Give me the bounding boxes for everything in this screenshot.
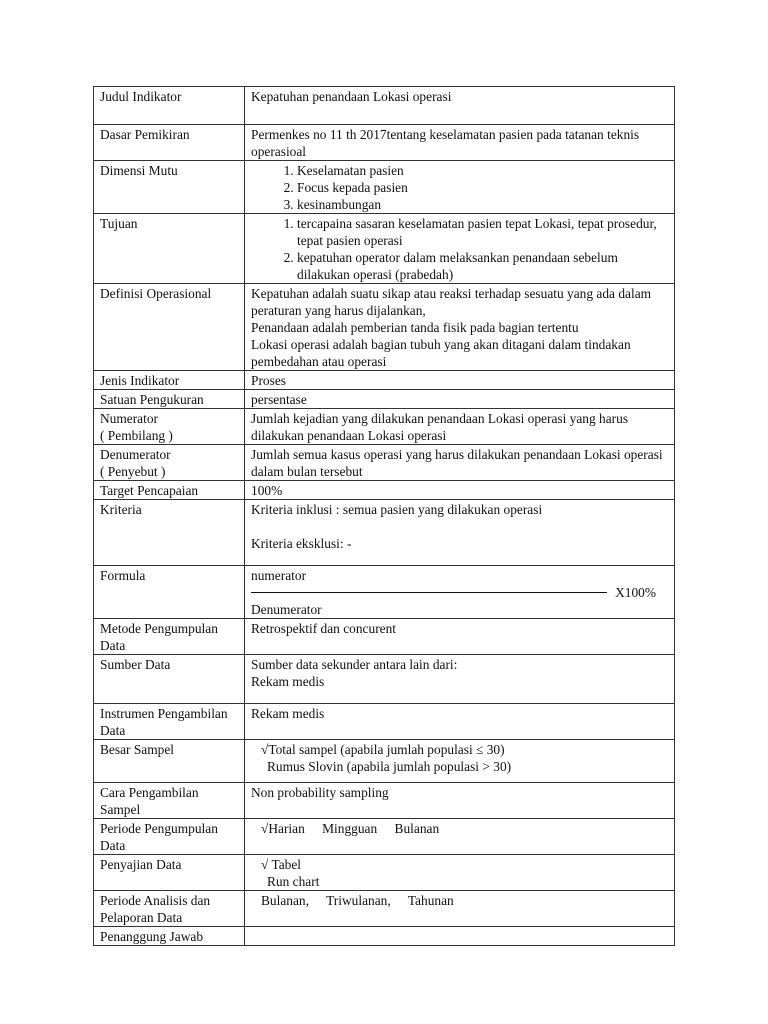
definisi-line: Lokasi operasi adalah bagian tubuh yang akan ditagani dalam tindakan pembedahan atau operasi xyxy=(251,337,631,369)
value-numerator: Jumlah kejadian yang dilakukan penandaan Lokasi operasi yang harus dilakukan penandaan Lokasi operasi xyxy=(245,409,675,445)
label-numerator xyxy=(94,409,245,445)
list-item: 1. Keselamatan pasien xyxy=(297,162,668,179)
label-judul: Judul Indikator xyxy=(94,87,245,125)
option-triwulanan: Triwulanan, xyxy=(326,893,391,908)
label-target: Target Pencapaian xyxy=(94,481,245,500)
definisi-line: Kepatuhan adalah suatu sikap atau reaksi terhadap sesuatu yang ada dalam peraturan yang harus dijalankan, xyxy=(251,286,652,318)
definisi-line: Penandaan adalah pemberian tanda fisik pada bagian tertentu xyxy=(251,320,579,335)
numerator-label-line: Numerator xyxy=(100,411,159,426)
row-sumber xyxy=(94,655,675,704)
penyajian-line: √ Tabel xyxy=(261,857,302,872)
denumerator-label-line: ( Penyebut ) xyxy=(100,464,166,479)
row-dasar xyxy=(94,125,675,161)
label-definisi: Definisi Operasional xyxy=(94,284,245,371)
value-kriteria xyxy=(245,500,675,566)
label-periode-pengumpulan: Periode Pengumpulan Data xyxy=(94,819,245,855)
value-satuan: persentase xyxy=(245,390,675,409)
sumber-line: Sumber data sekunder antara lain dari: xyxy=(251,657,458,672)
value-besar xyxy=(245,740,675,783)
value-penyajian xyxy=(245,855,675,891)
value-periode-analisis xyxy=(245,891,675,927)
row-dimensi xyxy=(94,161,675,214)
dimensi-list xyxy=(251,162,668,213)
row-definisi xyxy=(94,284,675,371)
row-judul xyxy=(94,87,675,125)
label-periode-analisis: Periode Analisis dan Pelaporan Data xyxy=(94,891,245,927)
label-dimensi: Dimensi Mutu xyxy=(94,161,245,214)
analisis-options xyxy=(251,892,668,909)
value-denumerator: Jumlah semua kasus operasi yang harus dilakukan penandaan Lokasi operasi dalam bulan tersebut xyxy=(245,445,675,481)
tujuan-list xyxy=(251,215,668,283)
formula-denominator: Denumerator xyxy=(251,602,322,617)
option-bulanan: Bulanan, xyxy=(261,893,309,908)
fraction-bar xyxy=(251,592,607,593)
kriteria-inklusi: Kriteria inklusi : semua pasien yang dilakukan operasi xyxy=(251,502,543,517)
indicator-table xyxy=(93,86,675,946)
label-denumerator xyxy=(94,445,245,481)
value-jenis: Proses xyxy=(245,371,675,390)
row-periode-pengumpulan xyxy=(94,819,675,855)
label-penyajian: Penyajian Data xyxy=(94,855,245,891)
label-jenis: Jenis Indikator xyxy=(94,371,245,390)
formula-numerator: numerator xyxy=(251,568,307,583)
list-item: 2. kepatuhan operator dalam melaksankan penandaan sebelum dilakukan operasi (prabedah) xyxy=(297,249,668,283)
value-dimensi xyxy=(245,161,675,214)
value-definisi xyxy=(245,284,675,371)
value-cara: Non probability sampling xyxy=(245,783,675,819)
label-satuan: Satuan Pengukuran xyxy=(94,390,245,409)
kriteria-eksklusi: Kriteria eksklusi: - xyxy=(251,536,352,551)
value-metode: Retrospektif dan concurent xyxy=(245,619,675,655)
value-penanggung xyxy=(245,927,675,946)
row-target xyxy=(94,481,675,500)
label-penanggung: Penanggung Jawab xyxy=(94,927,245,946)
label-sumber: Sumber Data xyxy=(94,655,245,704)
option-tahunan: Tahunan xyxy=(407,893,454,908)
option-harian: √Harian xyxy=(261,821,305,836)
formula-multiplier: X100% xyxy=(615,585,656,600)
row-numerator xyxy=(94,409,675,445)
row-denumerator xyxy=(94,445,675,481)
row-metode xyxy=(94,619,675,655)
label-kriteria: Kriteria xyxy=(94,500,245,566)
value-formula xyxy=(245,566,675,619)
list-item: 1. tercapaina sasaran keselamatan pasien tepat Lokasi, tepat prosedur, tepat pasien operasi xyxy=(297,215,668,249)
row-formula xyxy=(94,566,675,619)
label-besar: Besar Sampel xyxy=(94,740,245,783)
option-mingguan: Mingguan xyxy=(322,821,378,836)
penyajian-line: Run chart xyxy=(267,874,320,889)
label-metode: Metode Pengumpulan Data xyxy=(94,619,245,655)
row-cara xyxy=(94,783,675,819)
numerator-label-line: ( Pembilang ) xyxy=(100,428,173,443)
row-besar xyxy=(94,740,675,783)
row-penanggung xyxy=(94,927,675,946)
label-dasar: Dasar Pemikiran xyxy=(94,125,245,161)
list-item: 3. kesinambungan xyxy=(297,196,668,213)
value-judul: Kepatuhan penandaan Lokasi operasi xyxy=(245,87,675,125)
row-kriteria xyxy=(94,500,675,566)
list-item: 2. Focus kepada pasien xyxy=(297,179,668,196)
value-dasar: Permenkes no 11 th 2017tentang keselamatan pasien pada tatanan teknis operasioal xyxy=(245,125,675,161)
sumber-line: Rekam medis xyxy=(251,674,325,689)
label-tujuan: Tujuan xyxy=(94,214,245,284)
periode-options xyxy=(251,820,668,837)
besar-line: Rumus Slovin (apabila jumlah populasi > 30) xyxy=(267,759,512,774)
label-formula: Formula xyxy=(94,566,245,619)
value-instrumen: Rekam medis xyxy=(245,704,675,740)
value-sumber xyxy=(245,655,675,704)
label-cara: Cara Pengambilan Sampel xyxy=(94,783,245,819)
option-bulanan: Bulanan xyxy=(394,821,440,836)
label-instrumen: Instrumen Pengambilan Data xyxy=(94,704,245,740)
row-tujuan xyxy=(94,214,675,284)
spacer xyxy=(251,518,668,535)
row-instrumen xyxy=(94,704,675,740)
value-target: 100% xyxy=(245,481,675,500)
besar-line: √Total sampel (apabila jumlah populasi ≤ 30) xyxy=(261,742,505,757)
value-tujuan xyxy=(245,214,675,284)
value-periode-pengumpulan xyxy=(245,819,675,855)
row-penyajian xyxy=(94,855,675,891)
row-jenis xyxy=(94,371,675,390)
row-periode-analisis xyxy=(94,891,675,927)
row-satuan xyxy=(94,390,675,409)
denumerator-label-line: Denumerator xyxy=(100,447,171,462)
formula-fraction-line xyxy=(251,584,656,601)
